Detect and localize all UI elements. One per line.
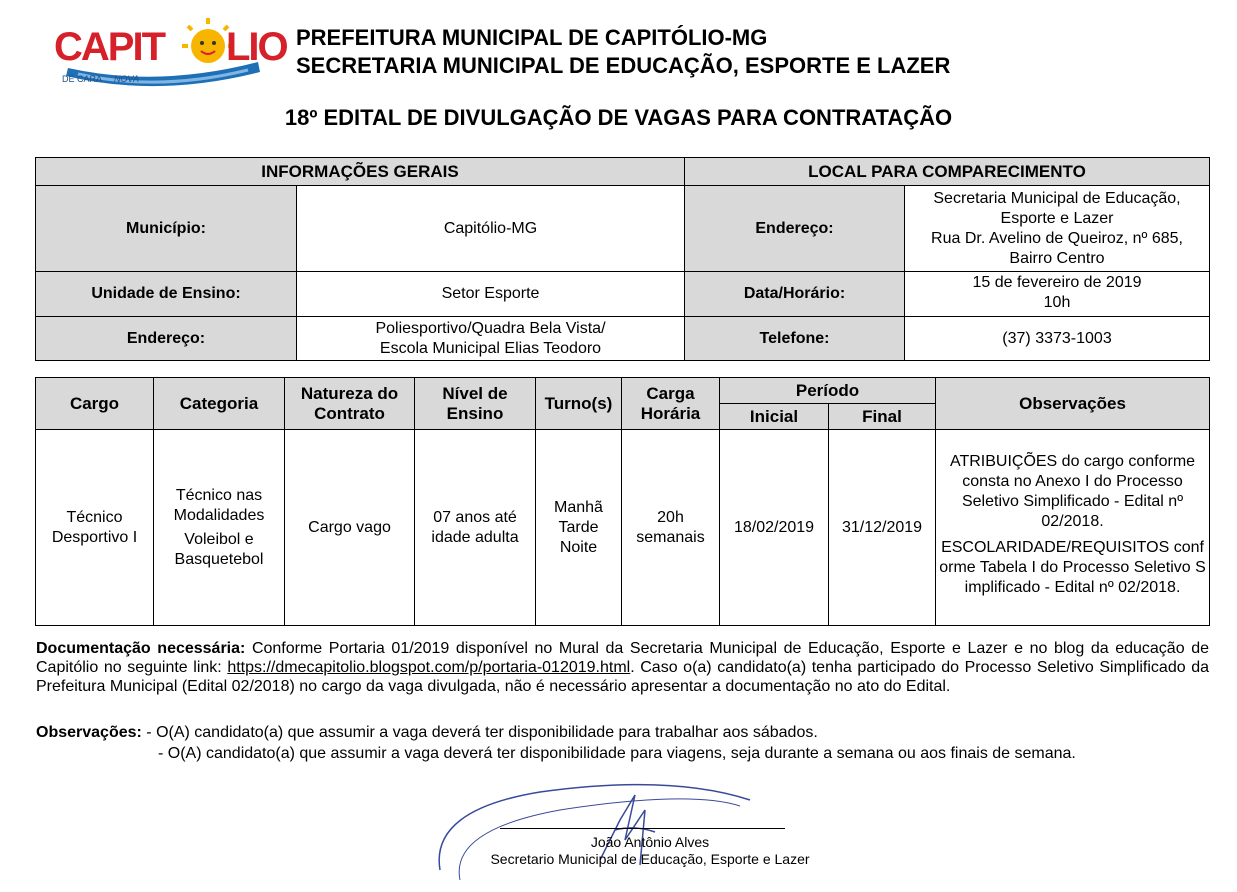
categoria-line: Modalidades bbox=[173, 506, 265, 524]
cell-categoria bbox=[154, 430, 285, 626]
observacao-item-1: - O(A) candidato(a) que assumir a vaga deverá ter disponibilidade para trabalhar aos sábados. bbox=[141, 724, 818, 741]
col-final: Final bbox=[829, 404, 936, 430]
horario-line: 10h bbox=[1043, 294, 1071, 311]
col-categoria: Categoria bbox=[154, 378, 285, 430]
nivel-line: 07 anos até bbox=[433, 508, 517, 526]
svg-text:NOVA: NOVA bbox=[114, 74, 140, 84]
table-row bbox=[36, 430, 1210, 626]
svg-text:LIO: LIO bbox=[226, 25, 287, 69]
documentacao-label: Documentação necessária: bbox=[36, 640, 246, 657]
col-inicial: Inicial bbox=[720, 404, 829, 430]
info-table bbox=[35, 157, 1210, 361]
observacao-item-2: - O(A) candidato(a) que assumir a vaga deverá ter disponibilidade para viagens, seja durante a semana ou aos finais de semana. bbox=[158, 745, 1076, 762]
telefone-value: (37) 3373-1003 bbox=[905, 317, 1210, 361]
cell-nivel bbox=[415, 430, 536, 626]
documentacao-text-2: . Caso o(a) candidato(a) tenha participado do Processo Seletivo Simplificado da Prefeitura Municipal (Edital 02/2018) no cargo da vaga divulgada, não é necessário apresentar a documentação no ato do Edital. bbox=[36, 659, 1209, 695]
cell-final: 31/12/2019 bbox=[829, 430, 936, 626]
nivel-line: idade adulta bbox=[431, 528, 519, 546]
categoria-line: Voleibol e bbox=[184, 530, 254, 548]
col-periodo: Período bbox=[720, 378, 936, 404]
signature-scribble bbox=[420, 770, 840, 890]
endereco-local-value bbox=[905, 186, 1210, 272]
portaria-link[interactable]: https://dmecapitolio.blogspot.com/p/portaria-012019.html bbox=[227, 659, 631, 676]
col-natureza-line: Contrato bbox=[314, 403, 385, 423]
endereco-local-line: Esporte e Lazer bbox=[1000, 209, 1114, 227]
info-general-header: INFORMAÇÕES GERAIS bbox=[36, 158, 685, 186]
cargo-line: Desportivo I bbox=[51, 528, 138, 546]
turno-line: Tarde bbox=[558, 518, 599, 536]
endereco-label: Endereço: bbox=[36, 317, 297, 361]
header-line-2: SECRETARIA MUNICIPAL DE EDUCAÇÃO, ESPORTE E LAZER bbox=[296, 53, 951, 78]
unidade-value: Setor Esporte bbox=[297, 272, 685, 317]
col-carga bbox=[622, 378, 720, 430]
info-local-header: LOCAL PARA COMPARECIMENTO bbox=[685, 158, 1210, 186]
col-carga-line: Horária bbox=[640, 403, 701, 423]
obs-escolaridade: ESCOLARIDADE/REQUISITOS conforme Tabela I do Processo Seletivo Simplificado - Edital nº 02/2018. bbox=[939, 538, 1206, 596]
col-cargo: Cargo bbox=[36, 378, 154, 430]
signatory-name: João Antônio Alves bbox=[590, 834, 710, 850]
cell-carga bbox=[622, 430, 720, 626]
page-title: 18º EDITAL DE DIVULGAÇÃO DE VAGAS PARA CONTRATAÇÃO bbox=[284, 105, 953, 130]
observacoes-label: Observações: bbox=[36, 724, 142, 741]
carga-line: semanais bbox=[636, 528, 705, 546]
signature-line bbox=[500, 828, 785, 829]
obs-atribuicoes: ATRIBUIÇÕES do cargo conforme consta no Anexo I do Processo Seletivo Simplificado - Edital nº 02/2018. bbox=[949, 452, 1196, 530]
endereco-local-line: Secretaria Municipal de Educação, bbox=[933, 189, 1181, 207]
data-line: 15 de fevereiro de 2019 bbox=[972, 274, 1142, 291]
categoria-line: Basquetebol bbox=[174, 550, 264, 568]
turno-line: Manhã bbox=[554, 498, 603, 516]
signatory-role: Secretario Municipal de Educação, Esporte e Lazer bbox=[490, 851, 810, 867]
endereco-local-line: Rua Dr. Avelino de Queiroz, nº 685, bbox=[931, 229, 1183, 247]
endereco-value bbox=[297, 317, 685, 361]
col-nivel-line: Nível de bbox=[442, 383, 508, 403]
svg-text:DE CARA: DE CARA bbox=[62, 74, 103, 84]
municipio-value: Capitólio-MG bbox=[297, 186, 685, 272]
cell-observacoes bbox=[936, 430, 1210, 626]
turno-line: Noite bbox=[559, 538, 598, 556]
col-natureza-line: Natureza do bbox=[300, 383, 399, 403]
svg-text:CAPIT: CAPIT bbox=[54, 25, 164, 69]
documentacao-paragraph bbox=[36, 639, 1209, 696]
cell-turnos bbox=[536, 430, 622, 626]
telefone-label: Telefone: bbox=[685, 317, 905, 361]
header bbox=[296, 24, 950, 80]
cargo-line: Técnico bbox=[66, 508, 123, 526]
data-horario-value bbox=[905, 272, 1210, 317]
cell-cargo bbox=[36, 430, 154, 626]
endereco-local-label: Endereço: bbox=[685, 186, 905, 272]
col-turnos: Turno(s) bbox=[536, 378, 622, 430]
endereco-line: Escola Municipal Elias Teodoro bbox=[379, 339, 602, 357]
categoria-line: Técnico nas bbox=[175, 486, 263, 504]
unidade-label: Unidade de Ensino: bbox=[36, 272, 297, 317]
signatory bbox=[420, 834, 880, 868]
header-line-1: PREFEITURA MUNICIPAL DE CAPITÓLIO-MG bbox=[296, 25, 768, 50]
cell-natureza: Cargo vago bbox=[285, 430, 415, 626]
col-natureza bbox=[285, 378, 415, 430]
endereco-local-line: Bairro Centro bbox=[1009, 249, 1105, 267]
carga-line: 20h bbox=[657, 508, 684, 526]
col-nivel bbox=[415, 378, 536, 430]
capitolio-logo bbox=[48, 10, 287, 90]
col-observacoes: Observações bbox=[936, 378, 1210, 430]
vagas-table bbox=[35, 377, 1210, 626]
documentacao-text-1: Conforme Portaria 01/2019 disponível no Mural da Secretaria Municipal de Educação, Esporte e Lazer e no blog da educação de Capitólio no seguinte link: bbox=[36, 640, 1209, 676]
col-nivel-line: Ensino bbox=[446, 403, 504, 423]
data-horario-label: Data/Horário: bbox=[685, 272, 905, 317]
observacoes-block bbox=[36, 722, 1209, 764]
col-carga-line: Carga bbox=[646, 383, 695, 403]
municipio-label: Município: bbox=[36, 186, 297, 272]
endereco-line: Poliesportivo/Quadra Bela Vista/ bbox=[375, 319, 606, 337]
cell-inicial: 18/02/2019 bbox=[720, 430, 829, 626]
